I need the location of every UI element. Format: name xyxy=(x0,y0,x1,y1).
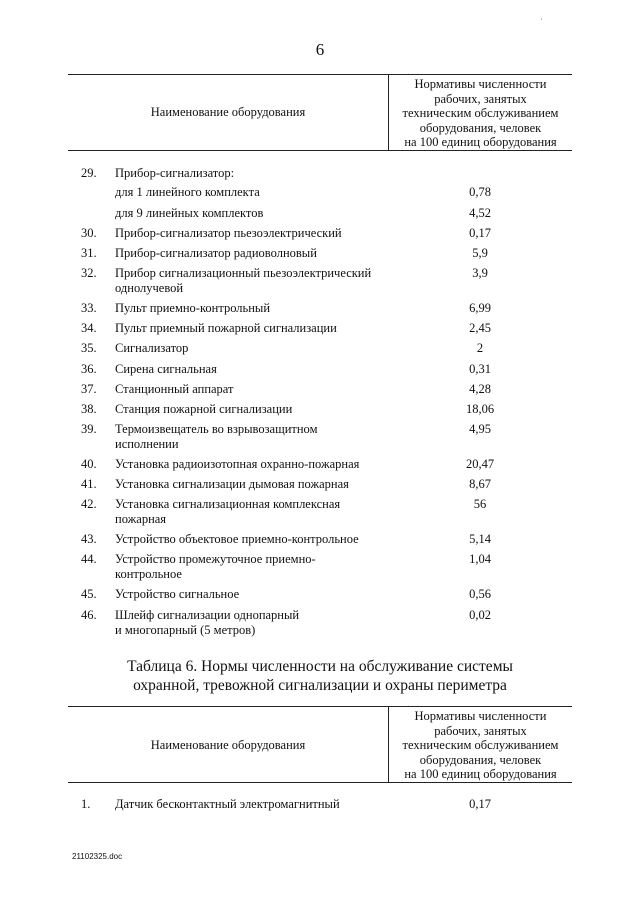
row-equipment: Устройство промежуточное приемно- контрольное xyxy=(115,552,316,581)
row-number: 38. xyxy=(81,402,97,416)
row-equipment: Устройство сигнальное xyxy=(115,587,240,601)
table5-header-equipment: Наименование оборудования xyxy=(150,105,306,119)
row-equipment: Станция пожарной сигнализации xyxy=(115,402,293,416)
row-value: 5,9 xyxy=(472,246,488,260)
row-value: 2,45 xyxy=(469,321,491,335)
row-equipment: Термоизвещатель во взрывозащитном исполнении xyxy=(115,422,318,451)
row-equipment: Установка сигнализации дымовая пожарная xyxy=(115,477,349,491)
row-value: 4,52 xyxy=(469,206,491,220)
row-number: 32. xyxy=(81,266,97,280)
row-number: 35. xyxy=(81,341,97,355)
row-value: 0,31 xyxy=(469,362,491,376)
row-number: 34. xyxy=(81,321,97,335)
row-value: 1,04 xyxy=(469,552,491,566)
row-number: 37. xyxy=(81,382,97,396)
row-value: 4,28 xyxy=(469,382,491,396)
row-equipment: Пульт приемно-контрольный xyxy=(115,301,271,315)
footer-filename: 21102325.doc xyxy=(72,852,123,861)
row-value: 20,47 xyxy=(465,457,495,471)
row-equipment: Устройство объектовое приемно-контрольное xyxy=(115,532,359,546)
row-equipment: Датчик бесконтактный электромагнитный xyxy=(115,797,340,811)
row-value: 8,67 xyxy=(469,477,491,491)
row-number: 39. xyxy=(81,422,97,436)
row-value: 18,06 xyxy=(465,402,495,416)
row-number: 31. xyxy=(81,246,97,260)
row-equipment: Прибор-сигнализатор радиоволновый xyxy=(115,246,317,260)
row-equipment: Шлейф сигнализации однопарный и многопарный (5 метров) xyxy=(115,608,300,637)
row-number: 29. xyxy=(81,166,97,180)
row-equipment: Прибор-сигнализатор: xyxy=(115,166,235,180)
row-value: 5,14 xyxy=(469,532,491,546)
table6-header-rule xyxy=(68,782,572,783)
row-equipment: для 1 линейного комплекта xyxy=(115,185,260,199)
row-value: 6,99 xyxy=(469,301,491,315)
row-equipment: Прибор сигнализационный пьезоэлектрический однолучевой xyxy=(115,266,372,295)
row-equipment: Сигнализатор xyxy=(115,341,189,355)
row-equipment: для 9 линейных комплектов xyxy=(115,206,264,220)
row-value: 56 xyxy=(473,497,487,511)
row-equipment: Установка радиоизотопная охранно-пожарная xyxy=(115,457,360,471)
row-number: 36. xyxy=(81,362,97,376)
row-value: 0,02 xyxy=(469,608,491,622)
row-value: 2 xyxy=(476,341,484,355)
corner-mark: · xyxy=(540,14,543,24)
table6-header-norms: Нормативы численности рабочих, занятых техническим обслуживанием оборудования, человек на 100 единиц оборудования xyxy=(402,709,559,781)
row-number: 45. xyxy=(81,587,97,601)
row-number: 33. xyxy=(81,301,97,315)
row-value: 0,17 xyxy=(469,797,491,811)
row-number: 43. xyxy=(81,532,97,546)
row-equipment: Прибор-сигнализатор пьезоэлектрический xyxy=(115,226,342,240)
row-equipment: Сирена сигнальная xyxy=(115,362,217,376)
table6-top-rule xyxy=(68,706,572,707)
table6-title: Таблица 6. Нормы численности на обслуживание системы охранной, тревожной сигнализации и охраны периметра xyxy=(127,658,513,694)
table5-top-rule xyxy=(68,74,572,75)
row-number: 40. xyxy=(81,457,97,471)
row-equipment: Станционный аппарат xyxy=(115,382,234,396)
row-value: 4,95 xyxy=(469,422,491,436)
row-number: 42. xyxy=(81,497,97,511)
row-number: 30. xyxy=(81,226,97,240)
row-number: 44. xyxy=(81,552,97,566)
row-equipment: Установка сигнализационная комплексная пожарная xyxy=(115,497,341,526)
row-value: 0,78 xyxy=(469,185,491,199)
row-number: 41. xyxy=(81,477,97,491)
row-number: 1. xyxy=(81,797,91,811)
row-equipment: Пульт приемный пожарной сигнализации xyxy=(115,321,337,335)
row-value: 3,9 xyxy=(472,266,488,280)
table5-header-norms: Нормативы численности рабочих, занятых техническим обслуживанием оборудования, человек на 100 единиц оборудования xyxy=(402,77,559,149)
row-value: 0,17 xyxy=(469,226,491,240)
table6-header-equipment: Наименование оборудования xyxy=(150,738,306,752)
row-number: 46. xyxy=(81,608,97,622)
table5-header-rule xyxy=(68,150,572,151)
page-number: 6 xyxy=(315,40,325,59)
row-value: 0,56 xyxy=(469,587,491,601)
